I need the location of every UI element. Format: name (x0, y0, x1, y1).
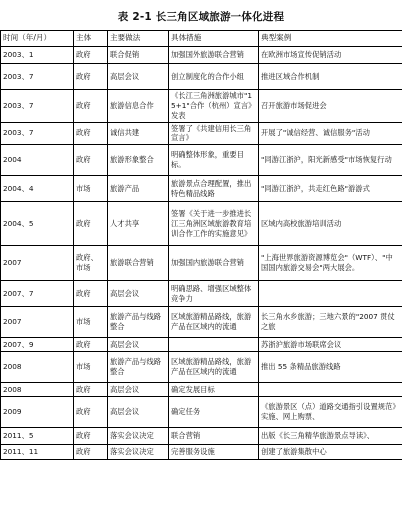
header-cases: 典型案例 (259, 31, 402, 47)
cell-measures: 确定发展目标 (169, 383, 259, 397)
cell-subject: 政府 (74, 47, 108, 64)
cell-cases: 苏浙沪旅游市场联席会议 (259, 338, 402, 352)
table-row (1, 397, 402, 428)
table-row (1, 122, 402, 145)
cell-approach: 高层会议 (108, 281, 169, 307)
header-subject: 主体 (74, 31, 108, 47)
cell-approach: 诚信共建 (108, 122, 169, 145)
cell-measures: 明确整体形象，重要目标。 (169, 145, 259, 176)
cell-measures: 加强国内旅游联合营销 (169, 246, 259, 281)
cell-subject: 市场 (74, 352, 108, 383)
cell-subject: 政府 (74, 428, 108, 445)
cell-approach: 高层会议 (108, 338, 169, 352)
table-row (1, 246, 402, 281)
table-row (1, 383, 402, 397)
cell-cases: "上海世界旅游资源博览会"（WTF）、"中国国内旅游交易会"两大展会。 (259, 246, 402, 281)
cell-measures: 区域旅游精品路线，旅游产品在区域内的流通 (169, 307, 259, 338)
table-row (1, 428, 402, 445)
cell-time: 2003、7 (1, 90, 74, 123)
cell-time: 2004、5 (1, 202, 74, 246)
header-approach: 主要做法 (108, 31, 169, 47)
cell-time: 2004、4 (1, 176, 74, 202)
table-row (1, 281, 402, 307)
cell-approach: 旅游形象整合 (108, 145, 169, 176)
table-row (1, 90, 402, 123)
cell-time: 2007、9 (1, 338, 74, 352)
cell-subject: 政府 (74, 397, 108, 428)
cell-subject: 政府 (74, 202, 108, 246)
cell-measures: 签署了《共建信用长三角宣言》 (169, 122, 259, 145)
cell-cases: 区域内高校旅游培训活动 (259, 202, 402, 246)
table-row (1, 202, 402, 246)
cell-cases: 长三角水乡旅游；三地六景的"2007 贯仗之旅 (259, 307, 402, 338)
cell-cases: 《旅游景区（点）道路交通指引设置规范》实施、网上购票、 (259, 397, 402, 428)
cell-measures: 旅游景点合理配置，推出特色精品线路 (169, 176, 259, 202)
table-row (1, 307, 402, 338)
cell-subject: 政府 (74, 383, 108, 397)
cell-time: 2008 (1, 352, 74, 383)
cell-subject: 市场 (74, 176, 108, 202)
cell-time: 2008 (1, 383, 74, 397)
cell-time: 2007 (1, 307, 74, 338)
cell-cases: 在欧洲市场宣传促销活动 (259, 47, 402, 64)
cell-time: 2003、7 (1, 122, 74, 145)
cell-measures: 确定任务 (169, 397, 259, 428)
table-row (1, 338, 402, 352)
cell-subject: 政府 (74, 145, 108, 176)
cell-cases (259, 281, 402, 307)
cell-approach: 联合促销 (108, 47, 169, 64)
cell-cases (259, 383, 402, 397)
header-time: 时间（年/月） (1, 31, 74, 47)
cell-approach: 人才共享 (108, 202, 169, 246)
cell-cases: 出版《长三角精华旅游景点导读》、 (259, 428, 402, 445)
table-header-row (1, 31, 402, 47)
cell-time: 2003、1 (1, 47, 74, 64)
table-title: 表 2-1 长三角区域旅游一体化进程 (117, 11, 285, 23)
table-row (1, 64, 402, 90)
cell-approach: 高层会议 (108, 64, 169, 90)
cell-subject: 政府 (74, 122, 108, 145)
header-measures: 具体措施 (169, 31, 259, 47)
cell-measures: 加强国外旅游联合营销 (169, 47, 259, 64)
cell-subject: 政府 (74, 64, 108, 90)
table-row (1, 47, 402, 64)
cell-cases: 推出 55 条精品旅游线路 (259, 352, 402, 383)
cell-approach: 旅游信息合作 (108, 90, 169, 123)
cell-time: 2004 (1, 145, 74, 176)
cell-approach: 高层会议 (108, 397, 169, 428)
cell-time: 2007、7 (1, 281, 74, 307)
cell-measures: 创立制度化的合作小组 (169, 64, 259, 90)
table-row (1, 352, 402, 383)
cell-measures: 联合营销 (169, 428, 259, 445)
cell-time: 2009 (1, 397, 74, 428)
cell-approach: 旅游产品与线路整合 (108, 307, 169, 338)
table-row (1, 176, 402, 202)
cell-approach: 落实会议决定 (108, 428, 169, 445)
table-row (1, 445, 402, 460)
cell-cases: 召开旅游市场促进会 (259, 90, 402, 123)
cell-measures: 签署《关于进一步推进长江三角洲区域旅游教育培训合作工作的实施意见》 (169, 202, 259, 246)
cell-measures: 区域旅游精品路线，旅游产品在区域内的流通 (169, 352, 259, 383)
cell-approach: 旅游产品与线路整合 (108, 352, 169, 383)
cell-time: 2007 (1, 246, 74, 281)
cell-subject: 政府 (74, 281, 108, 307)
cell-approach: 高层会议 (108, 383, 169, 397)
table-row (1, 145, 402, 176)
cell-time: 2003、7 (1, 64, 74, 90)
cell-cases: "同游江浙沪，共走红色路"游游式 (259, 176, 402, 202)
integration-process-table (0, 30, 402, 460)
cell-time: 2011、11 (1, 445, 74, 460)
cell-measures: 《长江三角洲旅游城市"15+1"合作（杭州）宣言》发表 (169, 90, 259, 123)
cell-approach: 旅游产品 (108, 176, 169, 202)
cell-subject: 市场 (74, 307, 108, 338)
cell-subject: 政府、市场 (74, 246, 108, 281)
cell-cases: 推进区域合作机制 (259, 64, 402, 90)
cell-time: 2011、5 (1, 428, 74, 445)
cell-cases: "同游江浙沪，阳光新感受"市场恢复行动 (259, 145, 402, 176)
cell-subject: 政府 (74, 445, 108, 460)
cell-measures: 完善服务设施 (169, 445, 259, 460)
cell-cases: 创建了旅游集散中心 (259, 445, 402, 460)
cell-approach: 落实会议决定 (108, 445, 169, 460)
cell-approach: 旅游联合营销 (108, 246, 169, 281)
cell-measures (169, 338, 259, 352)
cell-cases: 开展了"诚信经营、诚信服务"活动 (259, 122, 402, 145)
cell-subject: 政府 (74, 338, 108, 352)
cell-subject: 政府 (74, 90, 108, 123)
cell-measures: 明确思路、增强区域整体竞争力 (169, 281, 259, 307)
